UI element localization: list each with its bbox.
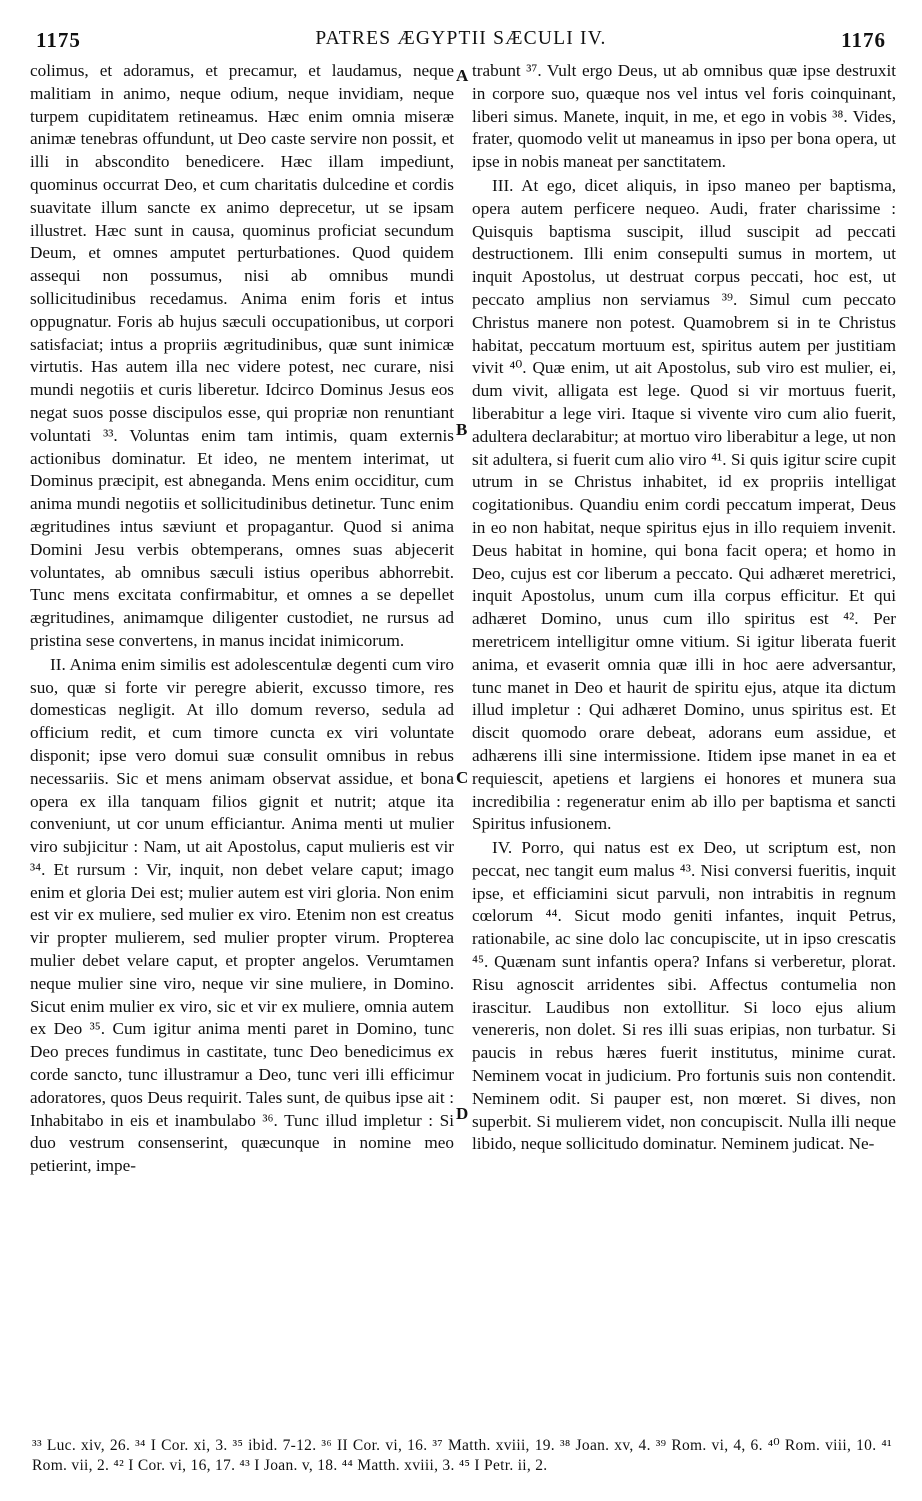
paragraph: trabunt ³⁷. Vult ergo Deus, ut ab omnibus quæ ipse destruxit in corpore suo, quæque nos vel intus vel foris coinquinant, liberi simus. Manete, inquit, in me, et ego in vobis ³⁸. Vides, frater, quomodo velit ut maneamus in ipso per bona opera, ut ipse in nobis maneat per sanctitatem. — [472, 61, 896, 172]
page-header — [30, 28, 892, 54]
page-number-left: 1175 — [36, 28, 81, 52]
margin-letter-d: D — [456, 1104, 469, 1123]
paragraph-section-ii: II. Anima enim similis est adolescentulæ degenti cum viro suo, quæ si forte vir peregre abierit, excusso timore, res domesticas negligit. At illo domum reverso, sedula ad officium redit, et cum timore cuncta ex viri voluntate disponit; ipse vero domui suæ consulit omnibus in rebus necessariis. Sic et mens animam observat assidue, et bona opera ex illa tanquam filios gignit et nutrit; atque ita conveniunt, ut cor unum efficiantur. Anima menti ut mulier viro subjicitur : Nam, ut ait Apostolus, caput mulieris est vir ³⁴. Et rursum : Vir, inquit, non debet velare caput; imago enim et gloria Dei est; mulier autem est viri gloria. Non enim est vir ex muliere, sed mulier ex viro. Etenim non est creatus vir propter mulierem, sed mulier propter virum. Propterea mulier debet velare caput, et propter angelos. Verumtamen neque mulier sine viro, neque vir sine muliere, in Domino. Sicut enim mulier ex viro, sic et vir ex muliere, omnia autem ex Deo ³⁵. Cum igitur anima menti paret in Domino, tunc Deo preces fundimus in castitate, tunc Deo benedicimus ex corde sancto, tunc illustramur a Deo, tunc veri illi efficimur adoratores, quos Deus requirit. Tales sunt, de quibus ipse ait : Inhabitabo in eis et inambulabo ³⁶. Tunc illud impletur : Si duo vestrum consenserint, quæcunque in nomine meo petierint, impe- — [30, 654, 454, 1176]
paragraph-section-iii: III. At ego, dicet aliquis, in ipso maneo per baptisma, opera autem perficere nequeo. Audi, frater charissime : Quisquis baptisma suscipit, illud suscipit ad peccati destructionem. Illi enim consepulti sumus in mortem, ut inquit Apostolus, ut destruat corpus peccati, hoc est, ut peccato amplius non serviamus ³⁹. Simul cum peccato Christus manere non potest. Quamobrem si in te Christus habitat, peccatum mortuum est, spiritus autem per justitiam vivit ⁴⁰. Quæ enim, ut ait Apostolus, sub viro est mulier, ei, dum vivit, alligata est lege. Quod si vir mortuus fuerit, liberabitur a lege viri. Itaque si vivente viro cum alio fuerit, adultera declarabitur; at mortuo viro liberabitur a lege, ut non sit adultera, si fuerit cum alio viro ⁴¹. Si quis igitur scire cupit utrum in se Christus inhabitet, id ex propriis intelligat cogitationibus. Quandiu enim cordi peccatum imperat, Deus in eo non habitat, neque spiritus ejus in illo requiem invenit. Deus habitat in homine, qui bona facit opera; et homo in Deo, cujus est cor liberum a peccato. Qui adhæret meretrici, inquit Apostolus, unum cum illa corpus efficitur. Et qui adhæret Domino, unus cum illo spiritus est ⁴². Per meretricem intelligitur omne vitium. Si igitur liberata fuerit anima, et evaserit omnia quæ illi in hoc aere adversantur, tunc manet in Deo et haurit de spiritu ejus, atque ita dictum illud impletur : Qui adhæret Domino, unus spiritus est. Et discit quomodo orare debeat, adorans eum assidue, et adhærens illi sine intermissione. Itidem ipse manet in ea et requiescit, apetiens et largiens ei honores et munera sua incredibilia : regeneratur enim ab illo per baptisma et sancti Spiritus infusionem. — [472, 175, 896, 834]
margin-letter-c: C — [456, 768, 469, 787]
right-column — [472, 60, 896, 1156]
margin-letter-b: B — [456, 420, 468, 439]
running-title: PATRES ÆGYPTII SÆCULI IV. — [315, 28, 607, 49]
paragraph: colimus, et adoramus, et precamur, et laudamus, neque malitiam in animo, neque odium, neque invidiam, neque turpem cupiditatem retineamus. Hæc enim omnia miseræ animæ tenebras offundunt, ut Deo caste servire non possit, et illi in abscondito benedicere. Hæc illam impediunt, quominus occurrat Deo, et cum charitatis dulcedine et cordis suavitate illum sancte ex animo deprecetur, ut se ipsam illustret. Hæc sunt in causa, quominus proficiat secundum Deum, et omnes amputet perturbationes. Quod quidem assequi non possumus, nisi ab omnibus mundi sollicitudinibus recedamus. Anima enim foris et intus oppugnatur. Foris ab hujus sæculi occupationibus, ut corpori satisfaciat; intus a propriis ægritudinibus, quæ sunt inimicæ virtutis. Has autem illa nec videre potest, nec curare, nisi mundi negotiis et curis liberetur. Idcirco Dominus Jesus eos negat suos posse discipulos esse, qui propriæ non renuntiant voluntati ³³. Voluntas enim tam intimis, quam externis actionibus dominatur. Et ideo, ne mentem interimat, ut Dominus præcipit, est abneganda. Mens enim occiditur, cum anima mundi negotiis et sollicitudinibus detinetur. Tunc enim ægritudines intus sæviunt et propagantur. Quod si anima Domini Jesu verbis obtemperans, omnes suas abjecerit voluntates, ab omnibus sæculi istius operibus abhorrebit. Tunc mens excitata confirmabitur, et omnes a se depellet ægritudines, animamque diligenter custodiet, ne rursus ad pristina sese convertens, in manus incidat inimicorum. — [30, 61, 454, 650]
margin-letter-a: A — [456, 66, 469, 85]
footnotes: ³³ Luc. xiv, 26. ³⁴ I Cor. xi, 3. ³⁵ ibid. 7-12. ³⁶ II Cor. vi, 16. ³⁷ Matth. xviii, 19. ³⁸ Joan. xv, 4. ³⁹ Rom. vi, 4, 6. ⁴⁰ Rom. viii, 10. ⁴¹ Rom. vii, 2. ⁴² I Cor. vi, 16, 17. ⁴³ I Joan. v, 18. ⁴⁴ Matth. xviii, 3. ⁴⁵ I Petr. ii, 2. — [32, 1437, 892, 1474]
page-number-right: 1176 — [841, 28, 886, 52]
left-column — [30, 60, 454, 1178]
paragraph-section-iv: IV. Porro, qui natus est ex Deo, ut scriptum est, non peccat, nec tangit eum malus ⁴³. Nisi conversi fueritis, inquit ipse, et efficiamini sicut parvuli, non intrabitis in regnum cœlorum ⁴⁴. Sicut modo geniti infantes, inquit Petrus, rationabile, ac sine dolo lac concupiscite, ut in ipso crescatis ⁴⁵. Quænam sunt infantis opera? Infans si verberetur, plorat. Risu agnoscit arridentes sibi. Affectus contumelia non irascitur. Laudibus non extollitur. Si loco ejus alium venereris, non dolet. Si res illi suas eripias, non turbatur. Si paucis in rebus hæres fuerit institutus, minime curat. Neminem vocat in judicium. Pro fortunis suis non contendit. Neminem odit. Si pauper est, non mœret. Si dives, non superbit. Si mulierem videt, non concupiscit. Nulla illi neque libido, neque sollicitudo dominatur. Neminem judicat. Ne- — [472, 838, 896, 1154]
